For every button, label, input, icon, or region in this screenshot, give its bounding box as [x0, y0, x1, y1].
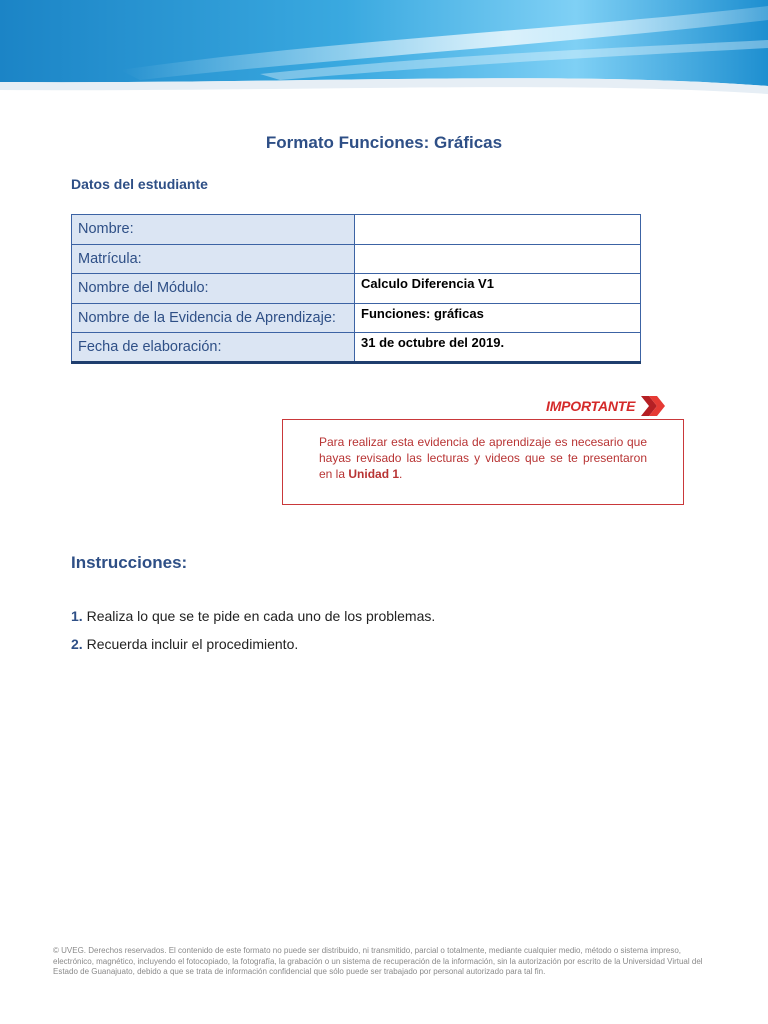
student-data-table	[71, 214, 641, 364]
table-row	[72, 333, 641, 363]
field-value-matricula[interactable]	[355, 244, 641, 274]
table-row	[72, 274, 641, 304]
table-row	[72, 215, 641, 245]
unidad-emphasis: Unidad 1	[348, 467, 400, 481]
importante-label: IMPORTANTE	[546, 398, 636, 414]
important-note-box	[282, 419, 684, 505]
list-item: 1. Realiza lo que se te pide en cada uno de los problemas.	[71, 608, 436, 624]
instructions-list	[71, 606, 435, 662]
section-label-student-data: Datos del estudiante	[71, 176, 208, 192]
importante-header	[546, 392, 667, 420]
field-value-evidencia[interactable]: Funciones: gráficas	[355, 303, 641, 333]
list-item: 2. Recuerda incluir el procedimiento.	[71, 636, 299, 652]
table-row	[72, 244, 641, 274]
page-title: Formato Funciones: Gráficas	[265, 133, 503, 152]
instructions-title: Instrucciones:	[71, 553, 188, 572]
header-banner	[0, 0, 768, 98]
important-note-text: Para realizar esta evidencia de aprendizaje es necesario que hayas revisado las lecturas y videos que se te presentaron en la Unidad 1.	[319, 435, 647, 481]
field-label-modulo: Nombre del Módulo:	[72, 274, 355, 304]
field-label-evidencia: Nombre de la Evidencia de Aprendizaje:	[72, 303, 355, 333]
copyright-footer: © UVEG. Derechos reservados. El contenido de este formato no puede ser distribuido, ni transmitido, parcial o totalmente, mediante cualquier medio, método o sistema impreso, electrónico, magnético, incluyendo el fotocopiado, la fotografía, la grabación o un sistema de recuperación de la información, sin la autorización por escrito de la Universidad Virtual del Estado de Guanajuato, debido a que se trata de información confidencial que sólo puede ser trabajado por personal autorizado para tal fin.	[53, 946, 703, 976]
table-row	[72, 303, 641, 333]
double-chevron-right-icon	[639, 393, 667, 419]
field-value-nombre[interactable]	[355, 215, 641, 245]
field-label-nombre: Nombre:	[72, 215, 355, 245]
field-label-fecha: Fecha de elaboración:	[72, 333, 355, 363]
field-value-modulo[interactable]: Calculo Diferencia V1	[355, 274, 641, 304]
field-value-fecha[interactable]: 31 de octubre del 2019.	[355, 333, 641, 363]
field-label-matricula: Matrícula:	[72, 244, 355, 274]
